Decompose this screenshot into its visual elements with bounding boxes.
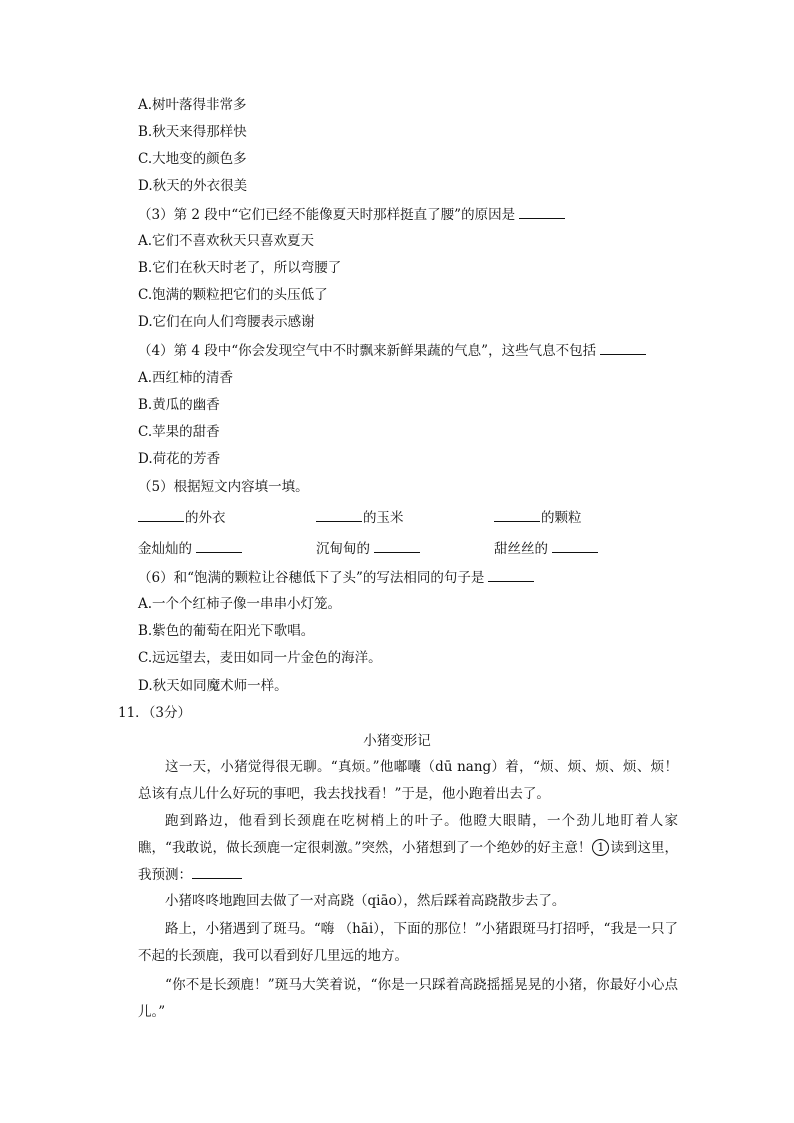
q4-option-b: B.黄瓜的幽香 — [138, 397, 220, 413]
q5-row2-blank1[interactable] — [196, 538, 242, 553]
q11-header: 11．（3分） — [118, 705, 192, 721]
q5-row1-item1 — [138, 507, 226, 528]
q4-answer-blank[interactable] — [600, 340, 646, 355]
q3-option-c: C.饱满的颗粒把它们的头压低了 — [138, 287, 328, 303]
q3-stem — [138, 204, 565, 225]
q4-option-c: C.苹果的甜香 — [138, 424, 220, 440]
q5-row1-blank2[interactable] — [316, 507, 362, 522]
q4-option-a: A.西红柿的清香 — [138, 370, 234, 386]
q6-stem-text: （6）和“饱满的颗粒让谷穗低下了头”的写法相同的句子是 — [138, 570, 485, 586]
q2-option-a: A.树叶落得非常多 — [138, 97, 247, 113]
passage-paragraph-1: 这一天，小猪觉得很无聊。“真烦。”他嘟囔（dū nang）着，“烦、烦、烦、烦、烦！总该有点儿什么好玩的事吧，我去找找看！”于是，他小跑着出去了。 — [138, 759, 678, 802]
q5-row1-text1: 的外衣 — [185, 510, 226, 526]
q5-row2-blank3[interactable] — [552, 538, 598, 553]
q6-option-b: B.紫色的葡萄在阳光下歌唱。 — [138, 623, 315, 639]
passage-paragraph-2 — [138, 808, 678, 889]
q3-stem-text: （3）第 2 段中“它们已经不能像夏天时那样挺直了腰”的原因是 — [138, 207, 516, 223]
q5-row2-item3 — [494, 538, 598, 559]
q3-option-d: D.它们在向人们弯腰表示感谢 — [138, 314, 315, 330]
prediction-prompt: 读到这里，我预测： — [138, 840, 678, 883]
q4-stem-text: （4）第 4 段中“你会发现空气中不时飘来新鲜果蔬的气息”，这些气息不包括 — [138, 343, 597, 359]
prediction-answer-blank[interactable] — [192, 864, 242, 879]
q3-option-a: A.它们不喜欢秋天只喜欢夏天 — [138, 233, 315, 249]
q4-stem — [138, 340, 646, 361]
q6-stem — [138, 567, 534, 588]
q3-answer-blank[interactable] — [519, 204, 565, 219]
passage-paragraph-3: 小猪咚咚地跑回去做了一对高跷（qiāo），然后踩着高跷散步去了。 — [165, 893, 566, 909]
q5-row2-item2 — [316, 538, 420, 559]
q4-option-d: D.荷花的芳香 — [138, 451, 221, 467]
q5-row1-item3 — [494, 507, 582, 528]
passage-paragraph-2-text: 跑到路边，他看到长颈鹿在吃树梢上的叶子。他瞪大眼睛，一个劲儿地盯着人家瞧，“我敢说，做长颈鹿一定很刺激。”突然，小猪想到了一个绝妙的好主意！ — [138, 813, 678, 856]
passage-paragraph-4: 路上，小猪遇到了斑马。“嗨 （hāi），下面的那位！”小猪跟斑马打招呼，“我是一只了不起的长颈鹿，我可以看到好几里远的地方。 — [138, 921, 678, 964]
q5-row2-text3: 甜丝丝的 — [494, 541, 548, 557]
q5-row1-blank3[interactable] — [494, 507, 540, 522]
q5-row2-blank2[interactable] — [374, 538, 420, 553]
q5-row1-item2 — [316, 507, 404, 528]
q5-row1-blank1[interactable] — [138, 507, 184, 522]
passage-title: 小猪变形记 — [363, 733, 431, 749]
passage-paragraph-5: “你不是长颈鹿！”斑马大笑着说，“你是一只踩着高跷摇摇晃晃的小猪，你最好小心点儿。” — [138, 977, 678, 1020]
q6-option-d: D.秋天如同魔术师一样。 — [138, 678, 288, 694]
q5-row2-item1 — [138, 538, 242, 559]
q5-stem: （5）根据短文内容填一填。 — [138, 479, 309, 495]
q6-option-a: A.一个个红柿子像一串串小灯笼。 — [138, 596, 342, 612]
q5-row1-text2: 的玉米 — [363, 510, 404, 526]
q2-option-b: B.秋天来得那样快 — [138, 124, 247, 140]
q2-option-c: C.大地变的颜色多 — [138, 151, 247, 167]
q3-option-b: B.它们在秋天时老了，所以弯腰了 — [138, 260, 342, 276]
q5-row2-text1: 金灿灿的 — [138, 541, 192, 557]
circled-number-marker: 1 — [592, 839, 609, 856]
q6-option-c: C.远远望去，麦田如同一片金色的海洋。 — [138, 650, 382, 666]
q2-option-d: D.秋天的外衣很美 — [138, 178, 248, 194]
q6-answer-blank[interactable] — [488, 567, 534, 582]
q5-row1-text3: 的颗粒 — [541, 510, 582, 526]
q5-row2-text2: 沉甸甸的 — [316, 541, 370, 557]
